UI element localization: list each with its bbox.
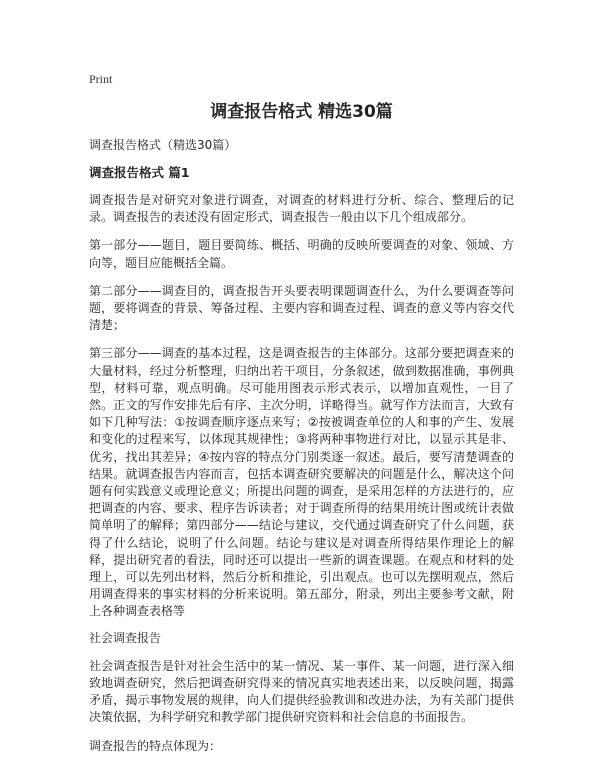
document-title: 调查报告格式 精选30篇 [210, 102, 393, 122]
features-line: 调查报告的特点体现为： [89, 738, 222, 753]
document-subtitle: 调查报告格式（精选30篇） [89, 138, 237, 152]
print-label: Print [89, 72, 113, 86]
paragraph-part-two: 第二部分——调查目的，调查报告开头要表明课题调查什么，为什么要调查等问题，要将调查的背景、筹备过程、主要内容和调查过程、调查的意义等内容交代清楚； [89, 283, 514, 333]
paragraph-part-one: 第一部分——题目，题目要简练、概括、明确的反映所要调查的对象、领域、方向等，题目应能概括全篇。 [89, 238, 514, 270]
section-heading-social-report: 社会调查报告 [89, 630, 162, 645]
paragraph-part-three: 第三部分——调查的基本过程，这是调查报告的主体部分。这部分要把调查来的大量材料，经过分析整理，归纳出若干项目，分条叙述，做到数据准确，事例典型，材料可靠，观点明确。尽可能用图表示形式表示，以增加直观性，一目了然。正文的写作安排先后有序、主次分明，详略得当。就写作方法而言，大致有如下几种写法：①按调查顺序逐点来写；②按被调查单位的人和事的产生、发展和变化的过程来写，以体现其规律性；③将两种事物进行对比，以显示其是非、优劣，找出其差异；④按内容的特点分门别类逐一叙述。最后，要写清楚调查的结果。就调查报告内容而言，包括本调查研究要解决的问题是什么，解决这个问题有何实践意义或理论意义；所提出问题的调查，是采用怎样的方法进行的，应把调查的内容、要求、程序告诉读者；对于调查所得的结果用统计图或统计表做简单明了的解释；第四部分——结论与建议，交代通过调查研究了什么问题，获得了什么结论，说明了什么问题。结论与建议是对调查所得结果作理论上的解释，提出研究者的看法，同时还可以提出一些新的调查课题。在观点和材料的处理上，可以先列出材料，然后分析和推论，引出观点。也可以先摆明观点，然后用调查得来的事实材料的分析来说明。第五部分，附录，列出主要参考文献，附上各种调查表格等 [89, 346, 514, 619]
paragraph-intro: 调查报告是对研究对象进行调查，对调查的材料进行分析、综合、整理后的记录。调查报告的表述没有固定形式，调查报告一般由以下几个组成部分。 [89, 193, 514, 225]
paragraph-social-report: 社会调查报告是针对社会生活中的某一情况、某一事件、某一问题，进行深入细致地调查研究，然后把调查研究得来的情况真实地表述出来，以反映问题，揭露矛盾，揭示事物发展的规律，向人们提供经验教训和改进办法，为有关部门提供决策依据，为科学研究和教学部门提供研究资料和社会信息的书面报告。 [89, 658, 514, 725]
section-heading-1: 调查报告格式 篇1 [89, 165, 190, 180]
